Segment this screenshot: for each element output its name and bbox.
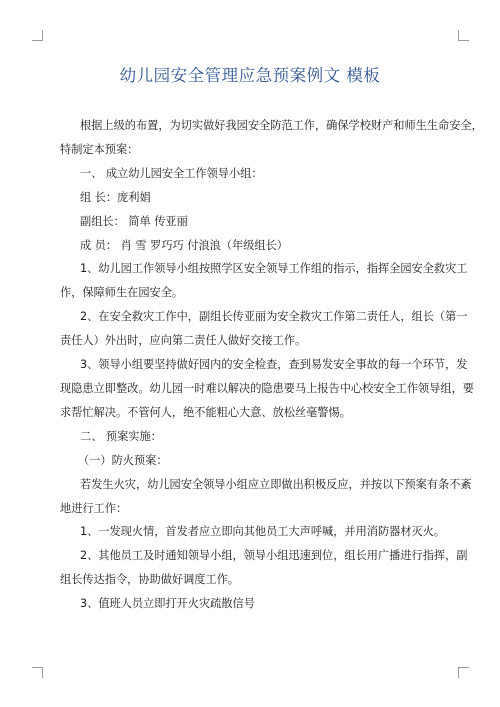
section-heading: 二、 预案实施：: [80, 429, 162, 443]
paragraph-line: 1、幼儿园工作领导小组按照学区安全领导工作组的指示，指挥全园安全救灾工: [80, 262, 468, 276]
paragraph-line: 组长传达指令，协助做好调度工作。: [60, 573, 240, 587]
paragraph-line: 组 长：庞利娟: [80, 190, 151, 204]
document-title: 幼儿园安全管理应急预案例文 模板: [119, 66, 381, 85]
paragraph-line: 特制定本预案：: [60, 142, 139, 156]
paragraph-line: 责任人）外出时，应向第二责任人做好交接工作。: [60, 334, 307, 348]
paragraph-line: 现隐患立即整改。幼儿园一时难以解决的隐患要马上报告中心校安全工作领导组，要: [60, 381, 474, 395]
paragraph-line: 2、其他员工及时通知领导小组，领导小组迅速到位，组长用广播进行指挥，副: [80, 549, 468, 563]
subsection-heading: （一）防火预案：: [78, 453, 168, 467]
paragraph-line: 地进行工作：: [60, 501, 128, 515]
paragraph-line: 3、领导小组要坚持做好园内的安全检查，查到易发安全事故的每一个环节，发: [80, 358, 468, 372]
paragraph-line: 2、在安全救灾工作中，副组长传亚丽为安全救灾工作第二责任人，组长（第一: [80, 310, 468, 324]
paragraph-line: 1、一发现火情，首发者应立即向其他员工大声呼喊，并用消防器材灭火。: [80, 525, 446, 539]
section-heading: 一、 成立幼儿园安全工作领导小组：: [80, 166, 263, 180]
crop-mark-top-left: [32, 30, 43, 41]
paragraph-line: 副组长： 简单 传亚丽: [80, 214, 188, 228]
paragraph-line: 若发生火灾，幼儿园安全领导小组应立即做出积极反应，并按以下预案有条不紊: [80, 477, 472, 491]
crop-mark-top-right: [458, 30, 469, 41]
paragraph-line: 作，保障师生在园安全。: [60, 286, 184, 300]
crop-mark-bottom-left: [32, 667, 43, 678]
document-body: [60, 114, 483, 616]
paragraph-line: 成 员： 肖 雪 罗巧巧 付浪浪（年级组长）: [80, 238, 288, 252]
paragraph-line: 求帮忙解决。不管何人，绝不能粗心大意、放松丝毫警惕。: [60, 405, 351, 419]
crop-mark-bottom-right: [458, 667, 469, 678]
paragraph-line: 根据上级的布置，为切实做好我园安全防范工作，确保学校财产和师生生命安全，: [80, 119, 483, 132]
paragraph-line: 3、值班人员立即打开火灾疏散信号: [80, 597, 255, 611]
